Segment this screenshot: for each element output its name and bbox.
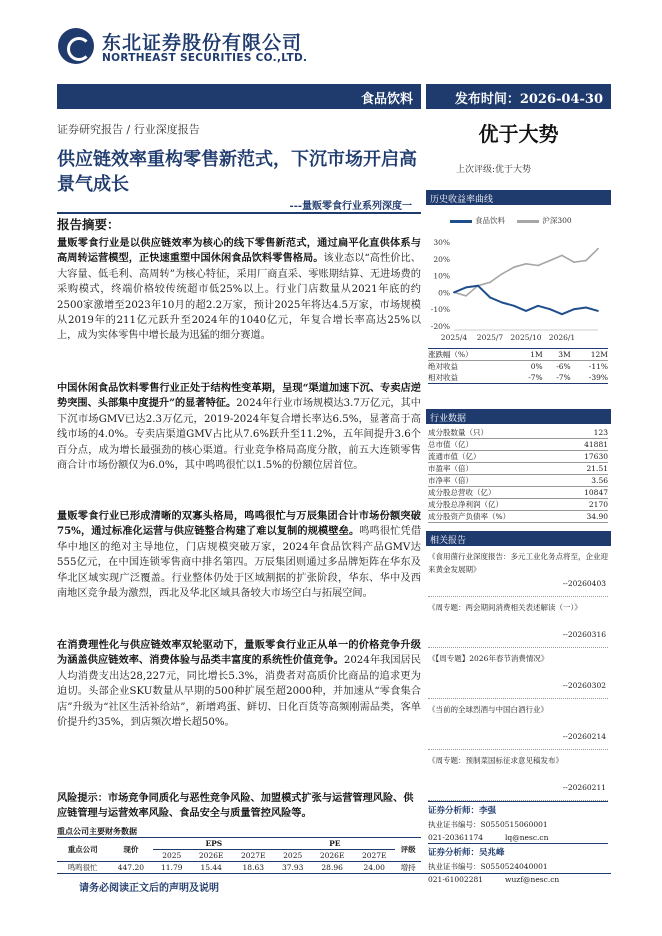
- perf-header: 12M: [590, 350, 608, 359]
- fin-year: 2026E: [198, 851, 224, 860]
- fin-table: [57, 837, 421, 874]
- table-row: [428, 463, 608, 475]
- table-row: [428, 475, 608, 487]
- footer-disclaimer: 请务必阅读正文后的声明及说明: [79, 883, 219, 894]
- analyst-email[interactable]: lq@nesc.cn: [505, 833, 549, 842]
- stat-label: 市净率（倍）: [428, 476, 473, 485]
- related-report-date: --20260211: [562, 783, 606, 792]
- report-title: 供应链效率重构零售新范式，下沉市场开启高景气成长: [57, 149, 417, 195]
- related-report-date: --20260214: [562, 732, 606, 741]
- fin-table-header: [57, 838, 421, 850]
- analyst-phone: 021-20361174: [428, 833, 484, 842]
- related-report-title[interactable]: 《周专题：预制菜国标征求意见稿发布》: [428, 756, 563, 765]
- y-tick-label: 30%: [433, 238, 450, 247]
- related-report-date: --20260302: [562, 681, 606, 690]
- breadcrumb: 证券研究报告 / 行业深度报告: [57, 123, 200, 136]
- paragraph-1-lead: 量贩零食行业是以供应链效率为核心的线下零售新范式，通过扁平化直供体系与高周转运营模型，正快速重塑中国休闲食品饮料零售格局。: [57, 237, 421, 265]
- fin-col-eps: EPS: [153, 838, 274, 850]
- stat-label: 市盈率（倍）: [428, 464, 473, 473]
- related-report-date: --20260403: [562, 579, 606, 588]
- performance-table: [428, 348, 608, 384]
- data-point: [465, 286, 467, 288]
- fin-year: 2026E: [319, 851, 345, 860]
- data-point: [597, 310, 599, 312]
- x-tick-label: 2025/10: [510, 333, 542, 342]
- table-row: [57, 862, 421, 874]
- paragraph-2: [57, 381, 421, 473]
- fin-cell-rating: 增持: [400, 863, 416, 872]
- x-tick-label: 2026/1: [548, 333, 576, 342]
- paragraph-3-lead: 量贩零食行业已形成清晰的双寡头格局，鸣鸣很忙与万辰集团合计市场份额突破75%，通过标准化运营与供应链整合构建了难以复制的规模壁垒。: [57, 510, 421, 538]
- analyst-name: 李强: [479, 806, 497, 816]
- chart-section-bar: 历史收益率曲线: [426, 190, 611, 205]
- paragraph-4: [57, 638, 421, 730]
- data-point: [489, 281, 491, 283]
- sector-label: 食品饮料: [360, 92, 413, 107]
- table-row: [428, 451, 608, 463]
- y-tick-label: 0%: [438, 288, 450, 298]
- data-point: [549, 260, 551, 262]
- fin-year: 2025: [283, 851, 303, 860]
- data-point: [573, 261, 575, 263]
- list-item[interactable]: [428, 750, 608, 801]
- analyst-card-2: [428, 843, 608, 886]
- legend-label-sector: 食品饮料: [475, 216, 505, 225]
- data-point: [537, 265, 539, 267]
- data-point: [489, 297, 491, 299]
- table-row: [428, 427, 608, 439]
- stat-value: 123: [593, 428, 608, 437]
- fin-col-rating: 评级: [400, 845, 416, 854]
- fin-cell: 24.00: [363, 863, 385, 872]
- perf-cell: -6%: [556, 362, 571, 371]
- perf-cell: -11%: [588, 362, 608, 371]
- paragraph-4-text: 2024年我国居民人均消费支出达28,227元，同比增长5.3%，消费者对高质价比商品的追求更为迫切。头部企业SKU数量从早期的500种扩展至超2000种，并加速从“零食集合店”升级为“社区生活补给站”，新增鸡蛋、鲜切、日化百货等高频刚需品类，客单价提升约35%，到店频次增长超50%。: [57, 655, 421, 729]
- publish-band: [426, 84, 611, 109]
- y-tick-label: 10%: [433, 271, 450, 281]
- analyst-cert: 执业证书编号：S0550524040001: [428, 862, 548, 871]
- stat-value: 10847: [584, 488, 608, 497]
- fin-cell: 11.79: [161, 863, 183, 872]
- table-row: [428, 349, 608, 361]
- table-row: [428, 439, 608, 451]
- chart-legend: [450, 215, 572, 226]
- stat-value: 3.56: [591, 476, 608, 485]
- risk-notice: 风险提示：市场竞争同质化与恶性竞争风险、加盟模式扩张与运营管理风险、供应链管理与运营效率风险、食品安全与质量管控风险等。: [57, 792, 414, 820]
- stat-label: 总市值（亿）: [428, 440, 473, 449]
- related-report-title[interactable]: 《【周专题】2026年春节消费情况》: [428, 654, 549, 663]
- data-point: [585, 307, 587, 309]
- legend-label-index: 沪深300: [542, 216, 572, 225]
- x-tick-label: 2025/7: [476, 333, 504, 342]
- fin-col-pe: PE: [274, 838, 395, 850]
- perf-cell: -7%: [528, 373, 543, 382]
- table-row: [428, 511, 608, 523]
- abstract-heading: 报告摘要：: [57, 212, 421, 233]
- related-report-title[interactable]: 《食用菌行业深度报告：多元工业化务点将至，企业迎来黄金发展期》: [428, 552, 608, 574]
- stat-value: 2170: [588, 500, 608, 509]
- data-point: [561, 255, 563, 257]
- list-item[interactable]: [428, 546, 608, 597]
- company-name-cn: 东北证券股份有限公司: [102, 32, 303, 54]
- data-point: [537, 305, 539, 307]
- analyst-phone: 021-61002281: [428, 875, 484, 884]
- data-point: [453, 292, 455, 294]
- table-row: [428, 372, 608, 384]
- data-point: [561, 313, 563, 315]
- rating-previous: 上次评级:优于大势: [456, 165, 532, 175]
- x-tick-label: 2025/4: [440, 333, 468, 342]
- data-point: [597, 248, 599, 250]
- data-point: [525, 310, 527, 312]
- analyst-label: 证券分析师：: [428, 848, 480, 858]
- data-point: [525, 263, 527, 265]
- paragraph-4-lead: 在消费理性化与供应链效率双轮驱动下，量贩零食行业正从单一的价格竞争升级为涵盖供应链效率、消费体验与品类丰富度的系统性价值竞争。: [57, 639, 421, 667]
- data-point: [573, 308, 575, 310]
- y-tick-label: -20%: [430, 322, 450, 331]
- paragraph-3: [57, 509, 421, 601]
- related-report-date: --20260316: [562, 630, 606, 639]
- analyst-label: 证券分析师：: [428, 806, 480, 816]
- paragraph-1: [57, 236, 421, 344]
- legend-swatch-sector: [450, 220, 472, 223]
- list-item[interactable]: [428, 699, 608, 750]
- data-point: [501, 273, 503, 275]
- return-chart: [426, 228, 611, 346]
- data-point: [501, 302, 503, 304]
- stat-label: 成分股总营收（亿）: [428, 488, 496, 497]
- fin-cell-price: 447.20: [117, 863, 144, 872]
- fin-col-company: 重点公司: [67, 845, 98, 854]
- fin-year: 2025: [162, 851, 182, 860]
- data-point: [585, 260, 587, 262]
- series-line-index: [454, 249, 598, 296]
- perf-cell: 0%: [530, 362, 543, 371]
- related-reports-list: [428, 546, 608, 801]
- stat-value: 41881: [584, 440, 608, 449]
- perf-cell: 绝对收益: [428, 362, 458, 371]
- series-line-sector: [454, 286, 598, 315]
- logo-emblem-icon: [58, 28, 94, 64]
- data-point: [549, 308, 551, 310]
- fin-cell: 37.93: [281, 863, 304, 872]
- related-report-title[interactable]: 《当前的全球烈酒与中国白酒行业》: [428, 705, 548, 714]
- paragraph-1-text: 该业态以“高性价比、大容量、低毛利、高周转”为核心特征，采用厂商直采、零账期结算、无进场费的采购模式，终端价格较传统超市低25%以上。行业门店数量从2021年底的约2500家激增至2023年10月的超2.2万家，预计2025年将达4.5万家，市场规模从2019年的211亿元跃升至2024年的1040亿元，年复合增长率高达25%以上，成为实体零售中增长最为迅猛的细分赛道。: [57, 253, 421, 342]
- analyst-cert: 执业证书编号：S0550515060001: [428, 820, 548, 829]
- data-point: [513, 305, 515, 307]
- stats-table: [428, 427, 608, 523]
- data-point: [465, 295, 467, 297]
- fin-year: 2027E: [361, 851, 387, 860]
- list-item[interactable]: [428, 648, 608, 699]
- company-name-en: NORTHEAST SECURITIES CO.,LTD.: [102, 52, 308, 64]
- fin-cell: 28.96: [321, 863, 343, 872]
- stat-label: 流通市值（亿）: [428, 452, 481, 461]
- fin-cell: 18.63: [242, 863, 265, 872]
- paragraph-2-text: 2024年行业市场规模达3.7万亿元，其中下沉市场GMV已达2.3万亿元，2019-2024年复合增长率达6.5%，显著高于高线市场的4.0%。专卖店渠道GMV占比从7.6%跃升至11.2%，五年间提升3.6个百分点，成为增长最强劲的核心渠道。行业竞争格局高度分散，前五大连锁零售商合计市场份额仅为6.0%，其中鸣鸣很忙以1.5%的份额位居首位。: [57, 398, 421, 472]
- related-report-title[interactable]: 《周专题：两会期间消费相关表述解读（一）》: [428, 603, 582, 612]
- stat-label: 成分股总净利润（亿）: [428, 500, 503, 509]
- stats-section-bar: 行业数据: [426, 409, 611, 424]
- fin-year: 2027E: [240, 851, 266, 860]
- stat-label: 成分股数量（只）: [428, 428, 488, 437]
- data-point: [477, 285, 479, 287]
- related-section-bar: 相关报告: [426, 531, 611, 546]
- y-tick-label: 20%: [433, 254, 450, 264]
- fin-col-price: 现价: [123, 845, 139, 854]
- stat-value: 17630: [584, 452, 608, 461]
- perf-header: 1M: [530, 350, 543, 359]
- report-subtitle: ---量贩零食行业系列深度一: [289, 201, 412, 212]
- paragraph-3-text: 鸣鸣很忙凭借华中地区的绝对主导地位，门店规模突破万家，2024年食品饮料产品GMV达555亿元，在中国连锁零售商中排名第四。万辰集团则通过多品牌矩阵在华东及华北区域实现广泛覆盖。行业整体仍处于区域割据的扩张阶段，华东、华中及西南地区竞争最为激烈，西北及华北区域具备较大市场空白与拓展空间。: [57, 526, 422, 600]
- table-row: [428, 487, 608, 499]
- paragraph-2-lead: 中国休闲食品饮料零售行业正处于结构性变革期，呈现“渠道加速下沉、专卖店逆势突围、头部集中度提升”的显著特征。: [57, 382, 421, 410]
- list-item[interactable]: [428, 597, 608, 648]
- legend-swatch-index: [517, 220, 539, 223]
- analyst-email[interactable]: wuzf@nesc.cn: [505, 875, 560, 884]
- y-tick-label: -10%: [430, 305, 450, 315]
- fin-cell: 15.44: [200, 863, 222, 872]
- perf-header: 3M: [558, 350, 571, 359]
- company-logo: [58, 28, 358, 68]
- table-row: [428, 361, 608, 373]
- perf-header: 涨跌幅（%）: [428, 350, 473, 359]
- fin-table-title: 重点公司主要财务数据: [57, 826, 137, 836]
- publish-date: 发布时间：2026-04-30: [454, 92, 603, 107]
- stat-value: 34.90: [586, 512, 608, 521]
- rating-current: 优于大势: [478, 122, 559, 146]
- perf-cell: 相对收益: [428, 373, 458, 382]
- stat-label: 成分股资产负债率（%）: [428, 512, 511, 521]
- analyst-name: 吴兆峰: [479, 848, 505, 858]
- table-row: [428, 499, 608, 511]
- data-point: [513, 266, 515, 268]
- perf-cell: -7%: [556, 373, 571, 382]
- analyst-card-1: [428, 801, 608, 844]
- sector-band: [57, 84, 421, 109]
- stat-value: 21.51: [586, 464, 608, 473]
- perf-cell: -39%: [588, 373, 608, 382]
- fin-cell-name: 鸣鸣很忙: [67, 863, 98, 872]
